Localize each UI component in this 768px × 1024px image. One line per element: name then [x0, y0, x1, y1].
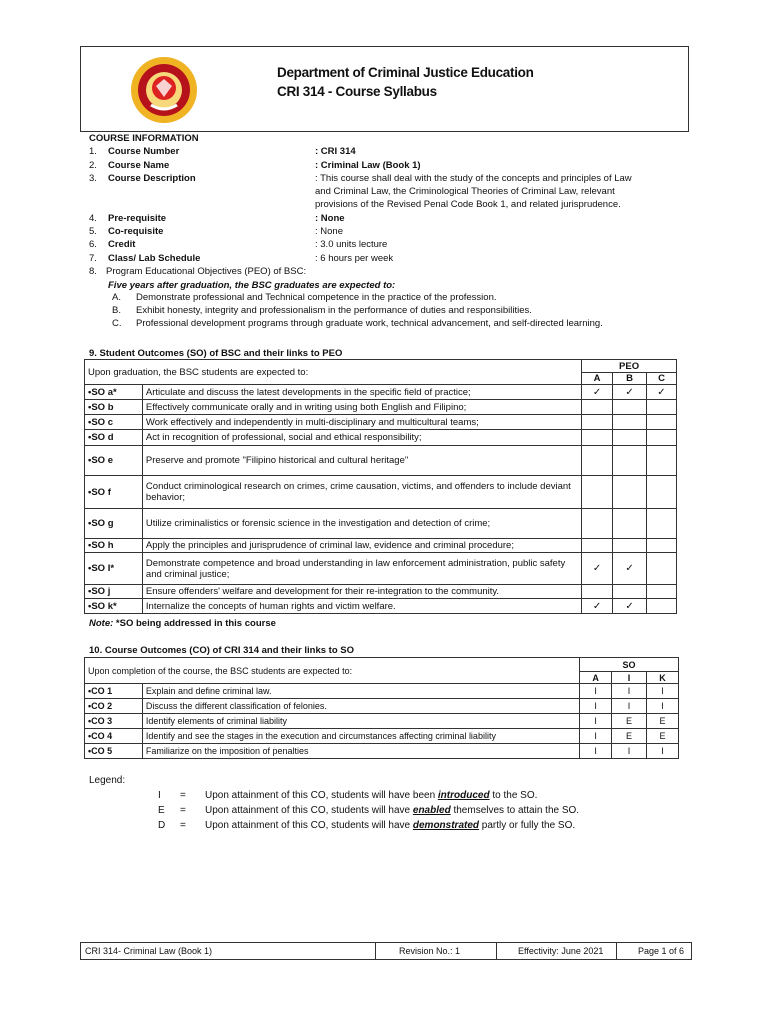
peo-intro: Five years after graduation, the BSC graduates are expected to: — [108, 280, 396, 291]
check-icon: ✓ — [613, 553, 647, 585]
check-icon: ✓ — [582, 553, 613, 585]
co-col-a: A — [580, 672, 612, 684]
co-intro: Upon completion of the course, the BSC students are expected to: — [85, 658, 580, 684]
check-icon: ✓ — [582, 385, 613, 400]
co-col-k: K — [647, 672, 679, 684]
page-footer — [80, 942, 692, 960]
legend-text-e: Upon attainment of this CO, students will have enabled themselves to attain the SO. — [205, 805, 580, 816]
so-col-b: B — [613, 373, 647, 385]
check-icon: ✓ — [613, 599, 647, 614]
document-header — [80, 46, 689, 132]
syllabus-title: CRI 314 - Course Syllabus — [277, 84, 437, 99]
so-col-c: C — [647, 373, 677, 385]
table-row: •SO g Utilize criminalistics or forensic science in the investigation and detection of crime; — [85, 509, 677, 539]
so-peo-header: PEO — [582, 360, 677, 373]
table-row: •CO 4 Identify and see the stages in the execution and circumstances affecting criminal liability I E E — [85, 729, 679, 744]
co-col-i: I — [612, 672, 647, 684]
so-col-a: A — [582, 373, 613, 385]
so-table — [84, 359, 677, 614]
co-heading: 10. Course Outcomes (CO) of CRI 314 and their links to SO — [89, 645, 354, 656]
legend-key-d: D — [158, 820, 166, 831]
course-info-heading: COURSE INFORMATION — [89, 133, 199, 144]
so-intro: Upon graduation, the BSC students are expected to: — [85, 360, 582, 385]
school-seal-logo — [129, 55, 199, 125]
footer-course: CRI 314- Criminal Law (Book 1) — [85, 946, 213, 956]
so-note: Note: *SO being addressed in this course — [89, 618, 276, 629]
table-row: •SO h Apply the principles and jurisprudence of criminal law, evidence and criminal procedure; — [85, 539, 677, 553]
check-icon: ✓ — [613, 385, 647, 400]
table-row: •SO I* Demonstrate competence and broad understanding in law enforcement administration, public safety and criminal justice; ✓ ✓ — [85, 553, 677, 585]
table-row: •SO f Conduct criminological research on crimes, crime causation, victims, and offenders to include deviant behavior; — [85, 476, 677, 509]
table-row: •SO d Act in recognition of professional, social and ethical responsibility; — [85, 430, 677, 446]
table-row: •SO j Ensure offenders' welfare and development for their re-integration to the community. — [85, 585, 677, 599]
check-icon: ✓ — [582, 599, 613, 614]
so-heading: 9. Student Outcomes (SO) of BSC and their links to PEO — [89, 348, 343, 359]
table-row: •SO k* Internalize the concepts of human rights and victim welfare. ✓ ✓ — [85, 599, 677, 614]
table-row: •SO a* Articulate and discuss the latest developments in the specific field of practice; ✓ ✓ ✓ — [85, 385, 677, 400]
table-row: •SO b Effectively communicate orally and in writing using both English and Filipino; — [85, 400, 677, 415]
table-row: •CO 1 Explain and define criminal law. I I I — [85, 684, 679, 699]
legend-title: Legend: — [89, 775, 126, 786]
table-row: •CO 2 Discuss the different classification of felonies. I I I — [85, 699, 679, 714]
footer-effectivity: Effectivity: June 2021 — [518, 946, 604, 956]
footer-page: Page 1 of 6 — [638, 946, 685, 956]
table-row: •SO c Work effectively and independently in multi-disciplinary and multicultural teams; — [85, 415, 677, 430]
legend-text-d: Upon attainment of this CO, students will have demonstrated partly or fully the SO. — [205, 820, 576, 831]
legend-key-i: I — [158, 790, 161, 801]
table-row: •SO e Preserve and promote "Filipino historical and cultural heritage" — [85, 446, 677, 476]
table-row: •CO 3 Identify elements of criminal liability I E E — [85, 714, 679, 729]
legend-key-e: E — [158, 805, 165, 816]
co-so-header: SO — [580, 658, 679, 672]
co-table — [84, 657, 679, 759]
check-icon: ✓ — [647, 385, 677, 400]
table-row: •CO 5 Familiarize on the imposition of penalties I I I — [85, 744, 679, 759]
footer-revision: Revision No.: 1 — [399, 946, 461, 956]
department-title: Department of Criminal Justice Education — [277, 65, 534, 80]
legend-text-i: Upon attainment of this CO, students will have been introduced to the SO. — [205, 790, 538, 801]
